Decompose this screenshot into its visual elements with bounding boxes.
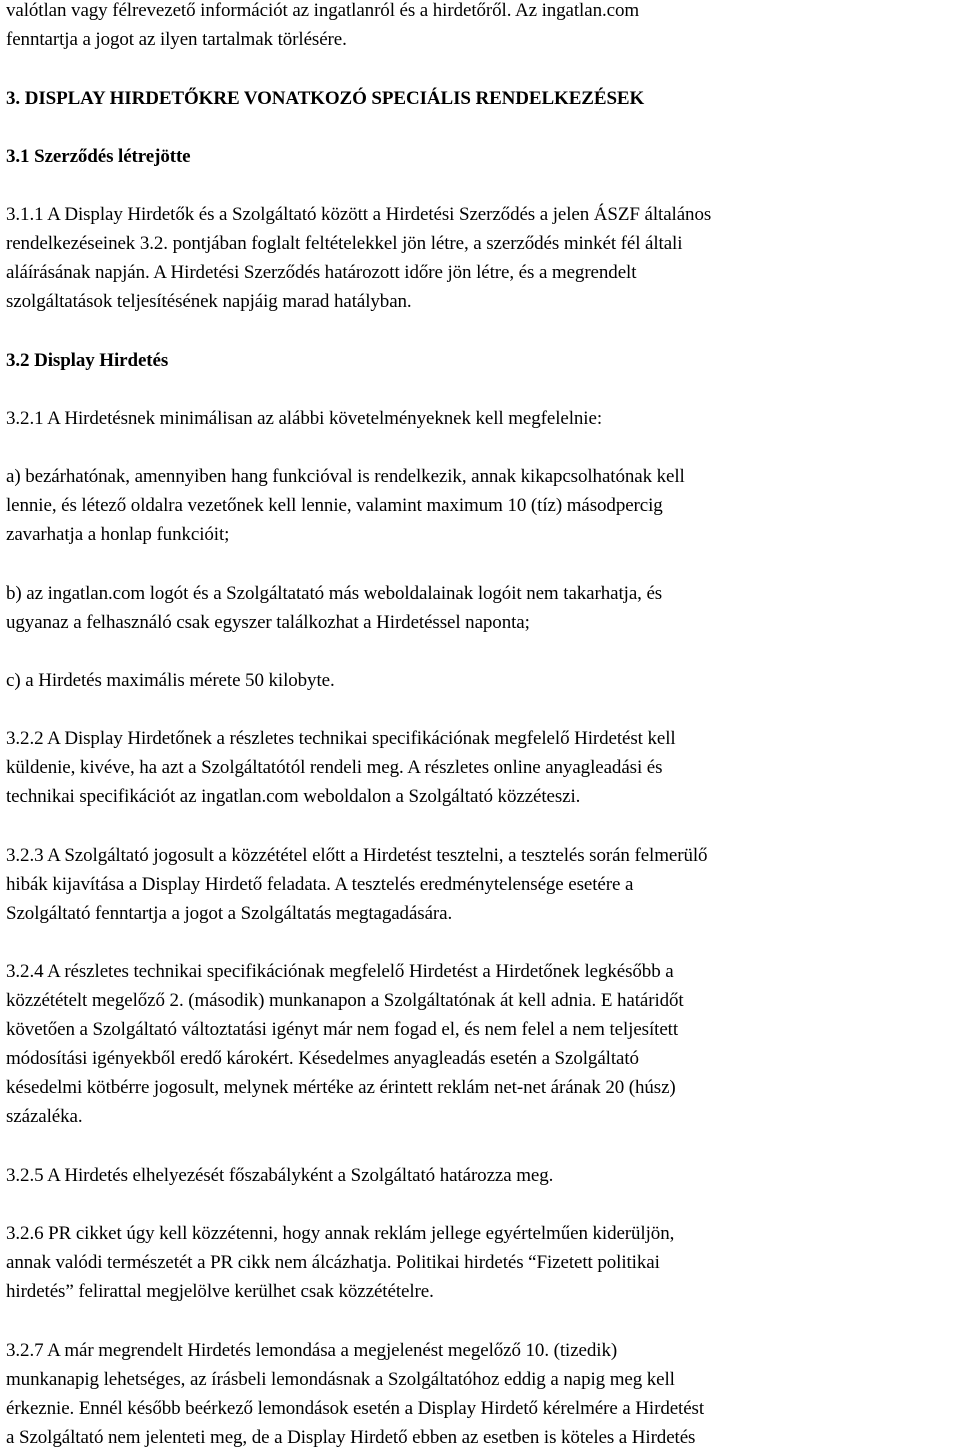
text-line: valótlan vagy félrevezető információt az ingatlanról és a hirdetőről. Az ingatlan.com: [6, 0, 640, 21]
text-line: munkanapig lehetséges, az írásbeli lemondásnak a Szolgáltatóhoz eddig a napig meg kell: [6, 1369, 675, 1390]
text-line: c) a Hirdetés maximális mérete 50 kilobyte.: [6, 670, 335, 691]
text-line: hibák kijavítása a Display Hirdető feladata. A tesztelés eredménytelensége esetére a: [6, 874, 634, 895]
text-line: technikai specifikációt az ingatlan.com weboldalon a Szolgáltató közzéteszi.: [6, 786, 581, 807]
text-line: hirdetés” felirattal megjelölve kerülhet csak közzétételre.: [6, 1281, 434, 1302]
text-line: lennie, és létező oldalra vezetőnek kell lennie, valamint maximum 10 (tíz) másodpercig: [6, 495, 663, 516]
text-line: 3.2.2 A Display Hirdetőnek a részletes technikai specifikációnak megfelelő Hirdetést kell: [6, 728, 676, 749]
text-line: küldenie, kivéve, ha azt a Szolgáltatótól rendeli meg. A részletes online anyagleadási és: [6, 757, 663, 778]
text-line: módosítási igényekből eredő károkért. Késedelmes anyagleadás esetén a Szolgáltató: [6, 1048, 639, 1069]
text-line: késedelmi kötbérre jogosult, melynek mértéke az érintett reklám net-net árának 20 (húsz): [6, 1077, 676, 1098]
text-line: érkeznie. Ennél később beérkező lemondások esetén a Display Hirdető kérelmére a Hirdetést: [6, 1398, 705, 1419]
text-line: zavarhatja a honlap funkcióit;: [6, 524, 230, 545]
text-line: 3.2.1 A Hirdetésnek minimálisan az alábbi követelményeknek kell megfelelnie:: [6, 408, 602, 429]
text-line: szolgáltatások teljesítésének napjáig marad hatályban.: [6, 291, 412, 312]
text-line: 3.2.7 A már megrendelt Hirdetés lemondása a megjelenést megelőző 10. (tizedik): [6, 1340, 618, 1361]
subsection-heading: 3.2 Display Hirdetés: [6, 350, 169, 371]
text-line: rendelkezéseinek 3.2. pontjában foglalt feltételekkel jön létre, a szerződés minkét fél általi: [6, 233, 683, 254]
text-line: 3.2.6 PR cikket úgy kell közzétenni, hogy annak reklám jellege egyértelműen kiderüljön,: [6, 1223, 675, 1244]
subsection-heading: 3.1 Szerződés létrejötte: [6, 146, 191, 167]
text-line: követően a Szolgáltató változtatási igényt már nem fogad el, és nem felel a nem teljesített: [6, 1019, 679, 1040]
text-line: közzétételt megelőző 2. (második) munkanapon a Szolgáltatónak át kell adnia. E határidőt: [6, 990, 684, 1011]
text-line: b) az ingatlan.com logót és a Szolgáltatató más weboldalainak logóit nem takarhatja, és: [6, 583, 663, 604]
text-line: aláírásának napján. A Hirdetési Szerződés határozott időre jön létre, és a megrendelt: [6, 262, 637, 283]
section-heading: 3. DISPLAY HIRDETŐKRE VONATKOZÓ SPECIÁLIS RENDELKEZÉSEK: [6, 88, 645, 109]
text-line: ugyanaz a felhasználó csak egyszer találkozhat a Hirdetéssel naponta;: [6, 612, 530, 633]
text-line: 3.1.1 A Display Hirdetők és a Szolgáltató között a Hirdetési Szerződés a jelen ÁSZF általános: [6, 204, 712, 225]
text-line: a Szolgáltató nem jelenteti meg, de a Display Hirdető ebben az esetben is köteles a Hirdetés: [6, 1427, 696, 1448]
text-line: 3.2.4 A részletes technikai specifikációnak megfelelő Hirdetést a Hirdetőnek legkésőbb a: [6, 961, 674, 982]
text-line: a) bezárhatónak, amennyiben hang funkcióval is rendelkezik, annak kikapcsolhatónak kell: [6, 466, 685, 487]
text-line: százaléka.: [6, 1106, 83, 1127]
text-line: annak valódi természetét a PR cikk nem álcázhatja. Politikai hirdetés “Fizetett politikai: [6, 1252, 660, 1273]
text-line: Szolgáltató fenntartja a jogot a Szolgáltatás megtagadására.: [6, 903, 453, 924]
text-line: 3.2.3 A Szolgáltató jogosult a közzététel előtt a Hirdetést tesztelni, a tesztelés során felmerülő: [6, 845, 708, 866]
text-line: 3.2.5 A Hirdetés elhelyezését főszabályként a Szolgáltató határozza meg.: [6, 1165, 554, 1186]
text-line: fenntartja a jogot az ilyen tartalmak törlésére.: [6, 29, 347, 50]
